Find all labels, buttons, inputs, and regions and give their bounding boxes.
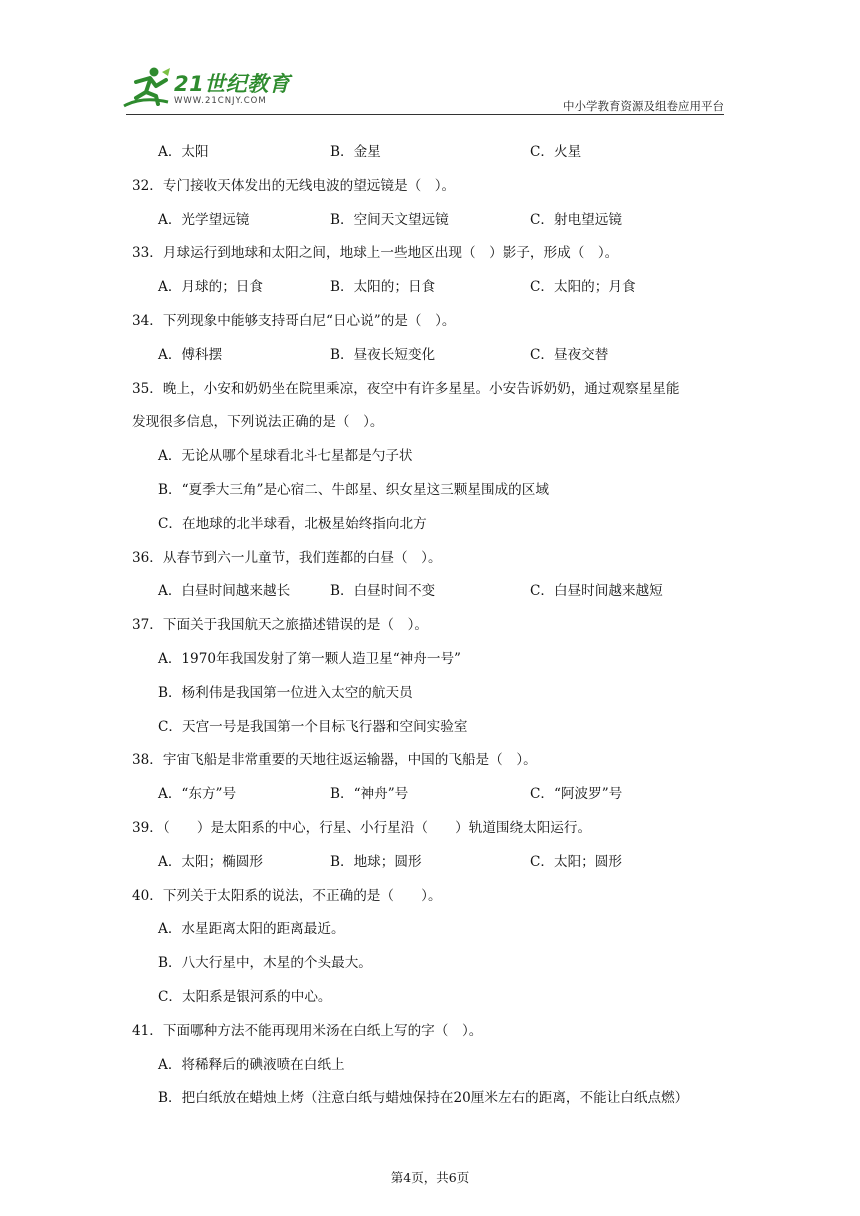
option-line: B．把白纸放在蜡烛上烤（注意白纸与蜡烛保持在20厘米左右的距离，不能让白纸点燃） [158, 1090, 689, 1107]
options-row [132, 846, 772, 880]
question-text: 35．晚上，小安和奶奶坐在院里乘凉，夜空中有许多星星。小安告诉奶奶，通过观察星星能 [132, 380, 680, 397]
options-row [132, 136, 772, 170]
option-line: B．“夏季大三角”是心宿二、牛郎星、织女星这三颗星围成的区域 [158, 481, 549, 498]
question-text: 发现很多信息，下列说法正确的是（ ）。 [132, 414, 384, 431]
runner-logo-icon [122, 66, 174, 112]
option-a: A．光学望远镜 [158, 211, 250, 228]
option-a: A．傅科摆 [158, 346, 223, 363]
option-line: C．太阳系是银河系的中心。 [158, 988, 332, 1005]
option-line: A．水星距离太阳的距离最近。 [158, 921, 345, 938]
question-text: 34．下列现象中能够支持哥白尼“日心说”的是（ ）。 [132, 312, 456, 329]
question-text: 38．宇宙飞船是非常重要的天地往返运输器，中国的飞船是（ ）。 [132, 752, 537, 769]
platform-title: 中小学教育资源及组卷应用平台 [563, 99, 724, 113]
question-text: 36．从春节到六一儿童节，我们莲都的白昼（ ）。 [132, 549, 442, 566]
question-list [132, 136, 772, 1116]
option-b: B．“神舟”号 [330, 786, 409, 803]
option-c: C．火星 [530, 144, 582, 160]
option-line: B．八大行星中，木星的个头最大。 [158, 955, 372, 972]
options-row [132, 339, 772, 373]
header-divider [126, 114, 724, 115]
option-a: A．月球的；日食 [158, 279, 263, 296]
options-row [132, 778, 772, 812]
question-text: 33．月球运行到地球和太阳之间，地球上一些地区出现（ ）影子，形成（ ）。 [132, 245, 619, 262]
option-b: B．太阳的；日食 [330, 279, 436, 296]
option-c: C．太阳的；月食 [530, 279, 636, 296]
option-line: C．在地球的北半球看，北极星始终指向北方 [158, 515, 427, 532]
option-b: B．金星 [330, 144, 381, 160]
option-line: A．1970年我国发射了第一颗人造卫星“神舟一号” [158, 650, 461, 667]
option-a: A．白昼时间越来越长 [158, 583, 291, 600]
question-text: 37．下面关于我国航天之旅描述错误的是（ ）。 [132, 617, 428, 634]
logo-url: WWW.21CNJY.COM [174, 96, 267, 106]
question-text: 39．（ ）是太阳系的中心，行星、小行星沿（ ）轨道围绕太阳运行。 [132, 819, 592, 836]
option-line: A．将稀释后的碘液喷在白纸上 [158, 1056, 345, 1073]
option-c: C．昼夜交替 [530, 346, 609, 363]
logo-text: 21世纪教育 [174, 72, 291, 96]
option-c: C．太阳；圆形 [530, 853, 622, 870]
option-b: B．白昼时间不变 [330, 583, 436, 600]
option-b: B．地球；圆形 [330, 853, 422, 870]
option-a: A．太阳；椭圆形 [158, 853, 263, 870]
page-number: 第4页，共6页 [390, 1170, 470, 1185]
question-text: 41．下面哪种方法不能再现用米汤在白纸上写的字（ ）。 [132, 1022, 483, 1039]
option-line: C．天宫一号是我国第一个目标飞行器和空间实验室 [158, 718, 468, 735]
option-a: A．“东方”号 [158, 786, 237, 803]
question-text: 32．专门接收天体发出的无线电波的望远镜是（ ）。 [132, 177, 456, 194]
option-b: B．空间天文望远镜 [330, 211, 449, 228]
option-b: B．昼夜长短变化 [330, 346, 436, 363]
page-header [0, 0, 860, 120]
option-a: A．太阳 [158, 144, 209, 160]
options-row [132, 575, 772, 609]
option-line: B．杨利伟是我国第一位进入太空的航天员 [158, 684, 413, 701]
question-text: 40．下列关于太阳系的说法，不正确的是（ ）。 [132, 887, 442, 904]
option-c: C．“阿波罗”号 [530, 786, 623, 803]
option-c: C．射电望远镜 [530, 211, 622, 228]
options-row [132, 271, 772, 305]
options-row [132, 204, 772, 238]
logo [122, 66, 292, 114]
option-line: A．无论从哪个星球看北斗七星都是勺子状 [158, 448, 413, 465]
option-c: C．白昼时间越来越短 [530, 583, 663, 600]
